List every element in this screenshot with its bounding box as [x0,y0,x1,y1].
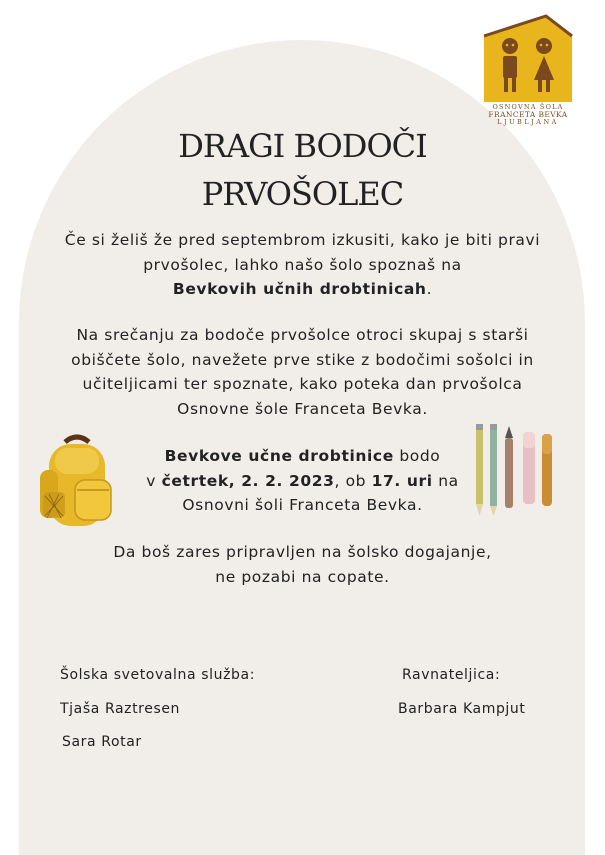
reminder-paragraph [60,540,545,589]
event-paragraph [130,444,475,518]
logo-line2: FRANCETA BEVKA [488,109,568,119]
event-mid: , ob [334,471,372,490]
title-line2: PRVOŠOLEC [201,175,404,213]
intro-end: . [426,280,433,298]
page-title [100,122,505,218]
event-name: Bevkove učne drobtinice [164,447,394,465]
reminder-line1: Da boš zares pripravljen na šolsko dogajanje, [113,543,492,561]
reminder-line2: ne pozabi na copate. [215,567,390,586]
counselor-name-1: Tjaša Raztresen [60,701,181,717]
event-prefix: v [146,471,162,490]
event-bodo: bodo [393,447,441,465]
pens-pencils-icon [470,420,562,520]
logo-line3: LJUBLJANA [497,117,559,126]
event-suffix: na [432,471,459,490]
event-date: četrtek, 2. 2. 2023 [161,471,335,490]
intro-paragraph [60,228,545,302]
title-line1: DRAGI BODOČI [178,127,427,165]
intro-highlight: Bevkovih učnih drobtinicah [172,280,427,298]
logo-line1: OSNOVNA ŠOLA [492,103,564,111]
principal-title: Ravnateljica: [402,667,501,683]
counselor-name-2: Sara Rotar [62,734,142,750]
event-time: 17. uri [371,471,433,490]
principal-name: Barbara Kampjut [398,701,526,717]
school-logo-icon [482,14,574,104]
intro-text: Če si želiš že pred septembrom izkusiti, kako je biti pravi prvošolec, lahko našo šolo spoznaš na [64,231,541,274]
counseling-service-title: Šolska svetovalna služba: [60,667,256,683]
backpack-icon [35,432,120,532]
event-location: Osnovni šoli Franceta Bevka. [182,496,423,514]
meeting-paragraph: Na srečanju za bodoče prvošolce otroci skupaj s starši obiščete šolo, navežete prve stike z bodočimi sošolci in učiteljicami ter spoznate, kako poteka dan prvošolca Osnovne šole Franceta Bevka. [71,326,534,418]
